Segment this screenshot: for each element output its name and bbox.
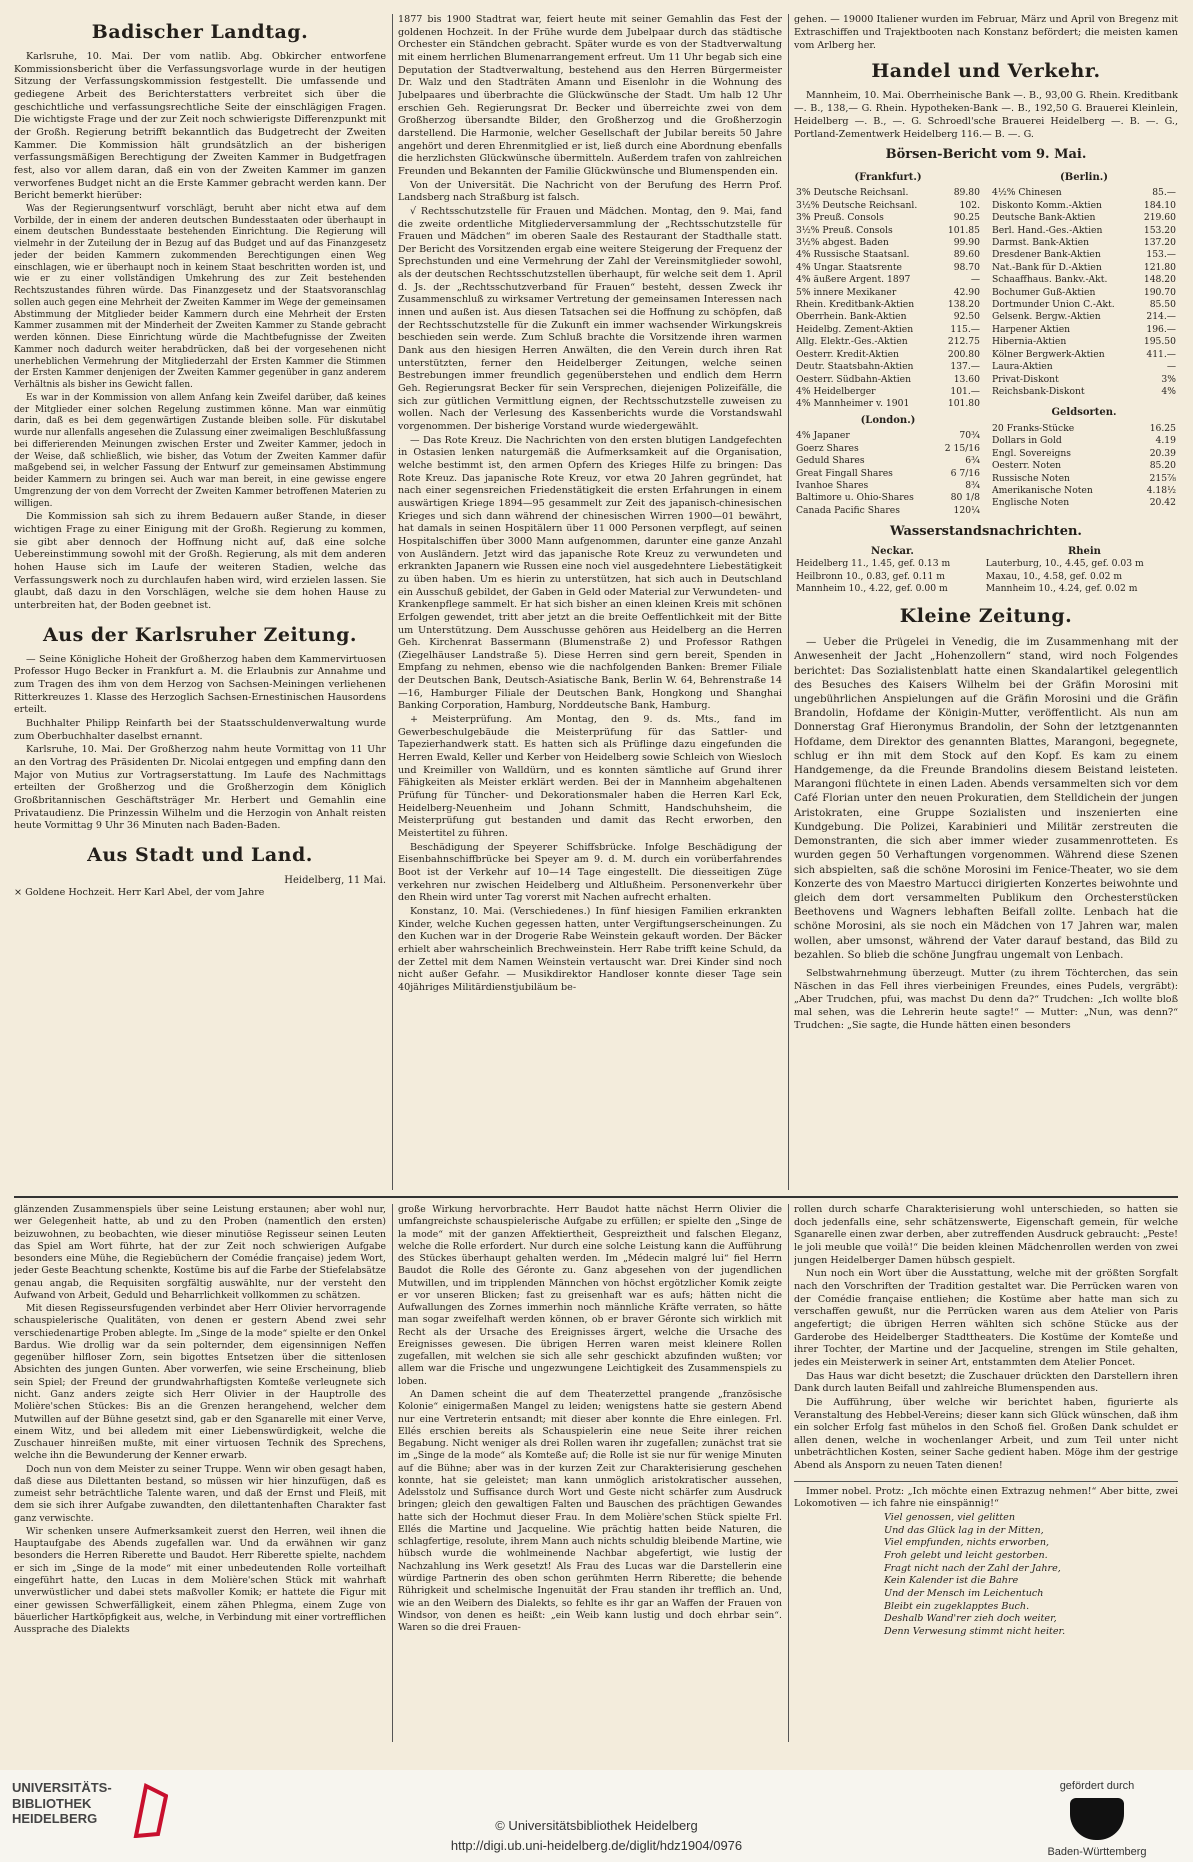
table-cell-value: 99.90 [953,236,980,248]
paragraph: Selbstwahrnehmung überzeugt. Mutter (zu ihrem Töchterchen, das sein Näschen in das Fell ihres vierbeinigen Freundes, eines Pudels, vergräbt): „Aber Trudchen, pfui, was machst Du denn da?“ Trudchen: „Ich wollte bloß mal sehen, was die Lehrerin heute sagte!“ — Mutter: „Nun, was denn?“ Trudchen: „Sie sagte, die Hunde hätten einen besonders [794,967,1178,1031]
table-row [794,212,982,224]
table-row [794,225,982,237]
table-cell-value: 219.60 [1143,212,1176,224]
table-cell-label: Oesterr. Kredit-Aktien [796,348,899,360]
bw-funding-logo [1017,1780,1177,1858]
table-cell-value: 80 1/8 [950,492,980,504]
table-row [990,497,1178,509]
table-cell-label: Reichsbank-Diskont [992,386,1085,397]
paragraph: An Damen scheint die auf dem Theaterzettel prangende „französische Kolonie“ einigermaßen Mangel zu leiden; wenigstens hatte sie gestern Abend nur eine Vertreterin entsandt; mit dieser aber konnte die Ehre einlegen. Frl. Ellés erschien bereits als Schauspielerin eine neue Seite ihrer reichen Begabung. Nicht weniger als drei Rollen waren ihr zugefallen; zunächst trat sie im „Singe de la mode“ als Komteße auf; die Rolle ist sie nur für wenige Minuten auf die Bühne; aber was in der kurzen Zeit zur Charakterisierung geschehen konnte, hat sie geleistet; man kann unmöglich aristokratischer aussehen, Adelsstolz und Suffisance durch Wort und Geste nicht schärfer zum Ausdruck bringen; gleich den gewaltigen Falten und Bauschen des prächtigen Gewandes hatte sich der Hochmut dieser Frau. In dem Molière'schen Stück spielte Frl. Ellés die Martine und Jacqueline. Wie prächtig hatten beide Naturen, die schlagfertige, resolute, ihrem Mann auch nichts schuldig bleibende Martine, wie hübsch wurde die wohlmeinende Nachbar abgefertigt, wie lustig der Nachzahlung ins Werk gesetzt! Als Frau des Lucas war die Darstellerin eine würdige Partnerin des oben schon gerühmten Herrn Riberette; die behende Rührigkeit und schelmische Ingenuität der Frau standen ihr trefflich an. Und, wie an den Weibern des Dialekts, so fehlte es ihr gar an Waffen der Frauen von Windsor, von denen es heißt: „ein Weib kann lustig und doch ehrbar sein“. Waren so die drei Frauen- [398,1388,782,1634]
table-cell-value: 89.60 [953,249,980,261]
table-cell-value: 89.80 [953,187,980,199]
table-cell-label: Darmst. Bank-Aktien [992,236,1090,248]
table-cell-value: 4.18½ [1146,485,1176,497]
poem-line: Viel empfunden, nichts erworben, [884,1537,1050,1549]
paragraph: — Das Rote Kreuz. Die Nachrichten von den ersten blutigen Landgefechten in Ostasien lenken naturgemäß die Aufmerksamkeit auf die Organisation, welche bestimmt ist, den armen Opfern des Krieges Hilfe zu bringen: Das Rote Kreuz. Das japanische Rote Kreuz, vor etwa 20 Jahren gegründet, hat nach einer segensreichen Friedenstätigkeit die ersten Erfahrungen in einem auswärtigen Kriege 1894—95 gesammelt zur Zeit des japanisch-chinesischen Krieges und sich dann während der chinesischen Wirren 1900—01 bewährt, hat damals in seinen Hospitälern über 11 000 Personen verpflegt, auf seinen Hospitalschiffen über 3000 Mann aufgenommen, darunter eine ganze Anzahl von Ausländern. Jetzt wird das japanische Rote Kreuz zu verwundeten und erkrankten Japanern wie Russen eine noch viel ausgedehntere Liebestätigkeit zu üben haben. Um es hierin zu unterstützen, hat sich auch in Deutschland ein Ausschuß gebildet, der Gaben in Geld oder Material zur Verwundeten- und Krankenpflege sammelt. Er hat sich bisher an einen kleinen Kreis mit schönen Erfolgen gewendet, tritt aber jetzt an die breite Oeffentlichkeit mit der Bitte um Unterstützung. Dem Ausschusse gehören aus Heidelberg an die Herren Geh. Kirchenrat Bassermann (Blumenstraße 2) und Professor Rathgen (Ziegelhäuser Landstraße 5). Diese Herren sind gern bereit, Spenden in Empfang zu nehmen, ebenso wie die nachfolgenden Banken: Bremer Filiale der Deutschen Bank, Deutsch-Asiatische Bank, Berlin W. 64, Behrenstraße 14—16, Hamburger Filiale der Deutschen Bank, Hongkong und Shanghai Banking Corporation, Hamburg, Norddeutsche Bank, Hamburg. [398,434,782,712]
table-row [990,473,1178,485]
table-row [990,225,1178,237]
logo-line: UNIVERSITÄTS- [12,1780,112,1795]
table-cell-value: 101.80 [947,398,980,410]
headline-handel: Handel und Verkehr. [871,59,1101,82]
label-frankfurt: (Frankfurt.) [854,171,922,183]
table-row [990,349,1178,361]
table-cell-value: 6 7/16 [950,467,980,479]
table-row [990,311,1178,323]
headline-wasser: Wasserstandsnachrichten. [890,524,1082,540]
headline-kleine-zeitung: Kleine Zeitung. [899,604,1073,627]
table-cell-label: Russische Noten [992,472,1070,484]
table-row [794,349,982,361]
paragraph: Nun noch ein Wort über die Ausstattung, welche mit der größten Sorgfalt nach den Vorschriften der Tradition gestaltet war. Die Perrücken waren von der Comédie française entliehen; die Kostüme aber hatte man sich zu verschaffen gewußt, nur die Perrücken waren aus dem Atelier von Paris angefertigt; die übrigen Herren wählten sich schöne Stücke aus der Garderobe des Heidelberger Stadttheaters. Die Kostüme der Komteße und ihrer Tochter, der Martine und der Jacqueline, strengen im Stile gehalten, jedes ein Meisterwerk in seiner Art, entstammten dem Atelier Poncet. [794,1268,1178,1368]
headline-landtag: Badischer Landtag. [91,21,309,43]
table-cell-label: 4% Russische Staatsanl. [796,249,910,261]
table-cell-value: 3% [1161,373,1176,385]
table-cell-label: 3½% abgest. Baden [796,236,889,248]
table-row [794,336,982,348]
paragraph: + Meisterprüfung. Am Montag, den 9. ds. Mts., fand im Gewerbeschulgebäude die Meisterprüfung für das Sattler- und Tapezierhandwerk statt. Es hatten sich als Prüflinge dazu eingefunden die Herren Ewald, Keller und Kerber von Heidelberg sowie Schleich von Wiesloch und Kreimiller von Walldürn, und es konnten sämtliche auf Grund ihrer Fähigkeiten als Meister erklärt werden. Bei der in Mannheim abgehaltenen Prüfung für Tüncher- und Dekorationsmaler haben die Herren Karl Eck, Heidelberg-Neuenheim und Johann Schmitt, Handschuhsheim, die Meisterprüfung gut bestanden und damit das Recht erworben, den Meistertitel zu führen. [398,714,782,839]
state-name: Baden-Württemberg [1047,1846,1147,1858]
table-row [990,200,1178,212]
table-cell-label: Kölner Bergwerk-Aktien [992,348,1105,360]
table-cell-label: Schaaffhaus. Bankv.-Akt. [992,274,1108,286]
table-row [794,386,982,398]
paragraph: Doch nun von dem Meister zu seiner Truppe. Wenn wir oben gesagt haben, daß diese aus Dilettanten bestand, so müssen wir hier hinzufügen, daß es zumeist sehr beträchtliche Talente waren, und daß der Ernst und Fleiß, mit dem sie sich ihrer Aufgabe zuwandten, den dilettantenhaften Charakter fast ganz verwischte. [14,1463,386,1524]
table-cell-label: Gelsenk. Bergw.-Aktien [992,311,1101,323]
frankfurt-table [794,187,982,411]
table-cell-value: Maxau, 10., 4.58, gef. 0.02 m [985,570,1123,582]
poem-line: Froh gelebt und leicht gestorben. [884,1550,1048,1562]
table-cell-value: 153.— [1146,249,1176,261]
table-row [794,237,982,249]
table-row [990,435,1178,447]
table-cell-label: 3½% Preuß. Consols [796,224,893,236]
table-row [990,324,1178,336]
poem [794,1512,1178,1639]
table-cell-label: Heidelberg 11., 1.45, gef. 0.13 m [796,558,951,570]
table-cell-value: 102. [959,199,980,211]
table-cell-label: Diskonto Komm.-Aktien [992,199,1102,211]
table-cell-label: 4% Japaner [796,430,850,442]
berlin-table [990,187,1178,398]
table-cell-label: 3% Preuß. Consols [796,212,884,224]
paragraph: Es war in der Kommission von allem Anfang kein Zweifel darüber, daß keines der Mitglieder einer solchen Regelung zustimmen könne. Man war einmütig darin, daß es bei dem gegenwärtigen Zustande bleiben solle. Für diskutabel wurde nur allenfalls angesehen die Zulassung einer zweimaligen Beschlußfassung bei differierenden Meinungen zwischen Erster und Zweiter Kammer, jedoch in der Weise, daß schließlich, wie bisher, das Votum der Zweiten Kammer dafür maßgebend sei, in welcher Fassung der Entwurf zur gemeinsamen Abstimmung beider Kammern zu bringen sei. Auch war man bereit, in eine gewisse engere Umgrenzung der von dem Vorrecht der Zweiten Kammer betroffenen Materien zu willigen. [14,392,386,509]
table-cell-value: 8¾ [965,480,980,492]
table-cell-label: Mannheim 10., 4.22, gef. 0.00 m [796,583,948,595]
table-cell-label: Allg. Elektr.-Ges.-Aktien [796,336,908,348]
table-row [990,249,1178,261]
table-row [990,374,1178,386]
table-cell-label: Heidelbg. Zement-Aktien [796,323,914,335]
table-row [794,374,982,386]
table-cell-value: 184.10 [1143,199,1176,211]
paragraph: Wir schenken unsere Aufmerksamkeit zuerst den Herren, weil ihnen die Hauptaufgabe des Abends zugefallen war. Und da erwähnen wir ganz besonders die Herren Riberette und Baudot. Herr Riberette spielte, nachdem er sich im „Singe de la mode“ mit einer unbedeutenden Rolle vorteilhaft eingeführt hatte, den Lucas in dem Molière'schen Stück mit wahrhaft unverwüstlicher und dabei stets maßvoller Komik; er hattete die Figur mit einer gewissen Schwerfälligkeit, einem zähen Phlegma, einem Zuge von bäuerlicher Hartköpfigkeit aus, welche, in Verbindung mit einer vortrefflichen Aussprache des Dialekts [14,1525,386,1636]
table-cell-value: 190.70 [1143,286,1176,298]
table-cell-label: Dresdener Bank-Aktien [992,249,1101,261]
poem-line: Bleibt ein zugeklapptes Buch. [884,1600,1030,1612]
table-row [990,448,1178,460]
poem-line: Viel genossen, viel gelitten [884,1512,1016,1524]
table-row [794,583,1178,595]
table-cell-value: 85.20 [1149,460,1176,472]
table-row [990,386,1178,398]
paragraph: große Wirkung hervorbrachte. Herr Baudot hatte nächst Herrn Olivier die umfangreichste schauspielerische Aufgabe zu erfüllen; er spielte den „Singe de la mode“ mit der ganzen Affektiertheit, Gespreiztheit und falschen Eleganz, welche die Rolle erfordert. Nur durch eine solche Leistung kann die Aufführung des Stückes überhaupt gehalten werden. Im „Médecin malgré lui“ fiel Herrn Baudot die Rolle des Géronte zu. Ganz abgesehen von der jugendlichen Mutwillen, und im tripplenden Männchen von höchst ergötzlicher Komik zeigte er vor unseren Blicken; fast zu greisenhaft war es aufs; hätten nicht die Aufwallungen des Zornes immerhin noch männliche Kräfte verraten, so hätte man sogar zweifelhaft werden können, ob er braver Géronte sich wirklich mit Recht als der Ursache des Ereignisses ärgert, welche die Ursache des Ereignisses gewesen. Die übrigen Herren waren meist kleinere Rollen zugefallen, mit welchen sie sich alle sehr geschickt abzufinden wußten; vor allem war die Frische und ungezwungene Leichtigkeit des Zusammenspiels zu loben. [398,1204,782,1387]
table-cell-label: 4½% Chinesen [992,187,1062,199]
column-handel [794,14,1178,1190]
column-local-news [398,14,782,1190]
paragraph: 1877 bis 1900 Stadtrat war, feiert heute mit seiner Gemahlin das Fest der goldenen Hochzeit. In der Frühe wurde dem Jubelpaar durch das städtische Orchester ein Ständchen gebracht. Später wurde es von der Stadtverwaltung mit einem herrlichen Blumenarrangement erfreut. Um 11 Uhr begab sich eine Deputation der Stadtverwaltung, bestehend aus den Herren Bürgermeister Dr. Walz und den Stadträten Amann und Eisenlohr in die Wohnung des Jubelpaares und überbrachte die Glückwünsche der Stadt. Um halb 12 Uhr erschien Geh. Regierungsrat Dr. Becker und überreichte zwei von dem Großherzog übersandte Bilder, den Großherzog und die Großherzogin darstellend. Die Harmonie, welcher Gesellschaft der Jubilar bereits 50 Jahre angehört und deren Ehrenmitglied er ist, ließ durch eine Abordnung ebenfalls die herzlichsten Glückwünsche übermitteln. Außerdem trafen von zahlreichen Freunden und Bekannten der Familie Glückwünsche und Blumenspenden ein. [398,14,782,177]
table-cell-value: 215⅞ [1149,472,1176,484]
table-row [794,480,982,492]
table-cell-label: Bochumer Guß-Aktien [992,286,1096,298]
table-cell-label: 4% äußere Argent. 1897 [796,274,911,286]
table-row [794,287,982,299]
label-london: (London.) [860,414,916,426]
table-row [794,274,982,286]
table-cell-label: Berl. Hand.-Ges.-Aktien [992,224,1103,236]
paragraph: rollen durch scharfe Charakterisierung wohl unterschieden, so hatten sie doch jedenfalls eine, sehr schätzenswerte, Eigenschaft gemein, für welche Sganarelle einen zwar derben, aber zutreffenden Ausdruck gebraucht: „Peste! le joli meuble que voilà!“ Die beiden kleinen Mädchenrollen werden von zwei jungen Heidelberger Damen hübsch gespielt. [794,1204,1178,1266]
feuilleton-rule [14,1196,1178,1198]
paragraph: × Goldene Hochzeit. Herr Karl Abel, der vom Jahre [14,887,265,899]
poem-line: Und der Mensch im Leichentuch [884,1588,1044,1600]
table-cell-label: Privat-Diskont [992,373,1059,385]
table-cell-value: 195.50 [1143,336,1176,348]
poem-line: Und das Glück lag in der Mitten, [884,1524,1044,1536]
table-row [794,558,1178,570]
permalink[interactable]: http://digi.ub.uni-heidelberg.de/diglit/hdz1904/0976 [450,1838,743,1853]
table-cell-value: 90.25 [953,212,980,224]
paragraph: Konstanz, 10. Mai. (Verschiedenes.) In fünf hiesigen Familien erkrankten Kinder, welche Kuchen gegessen hatten, unter Vergiftungserscheinungen. Zu den Kuchen war in der Drogerie Rabe Weinstein gekauft worden. Der Bäcker erhielt aber wahrscheinlich Brechweinstein. Herr Rabe trifft keine Schuld, da der Zettel mit dem Namen Weinstein vertauscht war. Drei Kinder sind noch nicht außer Gefahr. — Musikdirektor Handloser konnte dieser Tage sein 40jähriges Militärdienstjubiläum be- [398,905,782,993]
table-row [990,212,1178,224]
table-row [990,423,1178,435]
copyright-line: © Universitätsbibliothek Heidelberg [495,1818,698,1833]
paragraph: glänzenden Zusammenspiels über seine Leistung erstaunen; aber wohl nur, wer Gelegenheit hatte, ab und zu den Proben (namentlich den ersten) beizuwohnen, zu beobachten, wie dieser minutiöse Regisseur seinen Leuten das Spiel am Wort führte, hat der zur Zeit noch schwierigen Aufgabe besonders eine Mühe, die Regiebüchern der Comédie française) jedem Wort, jeder Geste Beachtung schenkte, Kostüme bis auf die Farbe der Stiefelabsätze genau angab, die Requisiten sorgfältig auswählte, nur der versteht den Aufwand von Arbeit, Geduld und Beharrlichkeit vollkommen zu schätzen. [14,1204,386,1301]
table-cell-label: 20 Franks-Stücke [992,422,1075,434]
table-cell-label: Hibernia-Aktien [992,336,1067,348]
table-row [794,505,982,517]
table-cell-value: 148.20 [1143,274,1176,286]
paragraph: Mannheim, 10. Mai. Oberrheinische Bank —. B., 93,00 G. Rhein. Kreditbank —. B., 138,— G. Rhein. Hypotheken-Bank —. B., 192,50 G. Brauerei Kleinlein, Heidelberg —. B., —. G. Schroedl'sche Brauerei Heidelberg —. B. —. G., Portland-Zementwerk Heidelberg 116.— B. —. G. [794,90,1178,141]
table-cell-value: 42.90 [953,286,980,298]
table-cell-label: Rhein. Kreditbank-Aktien [796,299,915,311]
headline-boerse: Börsen-Bericht vom 9. Mai. [885,147,1087,163]
paragraph: Buchhalter Philipp Reinfarth bei der Staatsschuldenverwaltung wurde zum Oberbuchhalter daselbst ernannt. [14,718,386,742]
table-row [794,324,982,336]
feuilleton-col-1 [14,1204,386,1742]
table-row [990,274,1178,286]
table-cell-label: Dortmunder Union C.-Akt. [992,299,1115,311]
table-cell-label: 5% innere Mexikaner [796,286,897,298]
paragraph: Was der Regierungsentwurf vorschlägt, beruht aber nicht etwa auf dem Vorbilde, der in einem der anderen deutschen Bundesstaaten oder überhaupt in einem deutschen Bundesstaate bestehenden Einrichtung. Die Regierung will vielmehr in der Zuteilung der in Bezug auf das Budget und auf das Finanzgesetz jeder der beiden Kammern zukommenden Berechtigungen einen Weg einschlagen, wie er überhaupt noch in keinem Staat beschritten worden ist, und wie er zu einer vollständigen Umkehrung des zur Zeit bestehenden Rechtszustandes führen würde. Das Finanzgesetz und der Staatsvoranschlag sollen auch gegen eine Mehrheit der Zweiten Kammer im Wege der gemeinsamen Abstimmung der Mitglieder beider Kammern durch eine Mehrheit der Ersten Kammer zusammen mit der Minderheit der Zweiten Kammer zu Stande gebracht werden können. Diese Einrichtung würde die Machtbefugnisse der Zweiten Kammer noch dadurch weiter herabdrücken, daß bei der vorgesehenen nicht unerheblichen Vermehrung der Mitgliederzahl der Ersten Kammer die Stimmen der Ersten Kammer denjenigen der Zweiten Kammer gegenüber in ganz anderem Verhältnis als bisher ins Gewicht fallen. [14,203,386,391]
table-cell-label: Deutr. Staatsbahn-Aktien [796,361,914,373]
table-cell-value: 120¼ [953,504,980,516]
geldsorten-table [990,423,1178,510]
table-cell-label: Amerikanische Noten [992,485,1093,497]
paragraph: Die Aufführung, über welche wir berichtet haben, figurierte als Veranstaltung des Hebbel-Vereins; dieser kann sich Glück wünschen, daß ihm ein solcher Erfolg fast mühelos in den Schoß fiel. Großen Dank schuldet er allen denen, welche in wochenlanger Arbeit, und zum Teil unter nicht unbeträchtlichen Kosten, seiner Sache gedient haben. Möge ihm der gestrige Abend als Ansporn zu neuen Taten dienen! [794,1396,1178,1472]
table-row [794,430,982,442]
poem-line: Deshalb Wand'rer zieh doch weiter, [884,1613,1057,1625]
london-table [794,430,982,517]
table-cell-label: Baltimore u. Ohio-Shares [796,492,914,504]
table-cell-value: 16.25 [1149,422,1176,434]
table-cell-label: Engl. Sovereigns [992,447,1072,459]
table-row [794,311,982,323]
table-cell-value: 214.— [1146,311,1176,323]
table-cell-label: Laura-Aktien [992,361,1053,373]
table-cell-label: 3% Deutsche Reichsanl. [796,187,909,199]
feuilleton-col-2 [398,1204,782,1742]
table-row [794,455,982,467]
table-cell-label: Ivanhoe Shares [796,480,869,492]
table-row [794,398,982,410]
table-cell-value: 20.39 [1149,447,1176,459]
table-row [990,485,1178,497]
table-cell-value: 4% [1161,386,1176,397]
table-row [794,200,982,212]
label-geldsorten: Geldsorten. [1051,407,1117,419]
table-cell-value: 6¾ [965,455,980,467]
table-cell-label: Nat.-Bank für D.-Aktien [992,261,1102,273]
column-rule [788,14,789,1190]
paragraph: Das Haus war dicht besetzt; die Zuschauer drückten den Darstellern ihren Dank durch lauten Beifall und zahlreiche Blumenspenden aus. [794,1370,1178,1395]
table-cell-label: Heilbronn 10., 0.83, gef. 0.11 m [796,570,945,582]
paragraph: Immer nobel. Protz: „Ich möchte einen Extrazug nehmen!“ Aber bitte, zwei Lokomotiven — ich fahre nie einspännig!“ [794,1485,1178,1510]
headline-karlsruher-zeitung: Aus der Karlsruher Zeitung. [43,623,357,646]
poem-line: Denn Verwesung stimmt nicht heiter. [884,1626,1066,1637]
table-row [794,468,982,480]
table-cell-label: 4% Ungar. Staatsrente [796,261,902,273]
table-cell-value: 137.20 [1143,236,1176,248]
table-cell-value: 101.85 [947,224,980,236]
table-row [990,237,1178,249]
logo-line: BIBLIOTHEK [12,1795,92,1811]
table-cell-label: Oesterr. Südbahn-Aktien [796,373,912,385]
table-cell-label: 3½% Deutsche Reichsanl. [796,199,918,211]
table-cell-label: Harpener Aktien [992,323,1071,335]
table-cell-label: Great Fingall Shares [796,467,893,479]
table-row [990,187,1178,199]
table-cell-label: Englische Noten [992,497,1070,509]
table-row [990,336,1178,348]
table-row [990,299,1178,311]
feuilleton-col-3 [794,1204,1178,1742]
table-row [794,249,982,261]
label-neckar: Neckar. [871,545,914,557]
table-cell-value: 411.— [1146,348,1176,360]
table-cell-value: Mannheim 10., 4.24, gef. 0.02 m [985,583,1138,595]
table-row [794,262,982,274]
table-row [794,361,982,373]
table-cell-value: 4.19 [1155,435,1176,447]
paragraph: gehen. — 19000 Italiener wurden im Februar, März und April von Bregenz mit Extraschiffen und Trajektbooten nach Konstanz befördert; die meisten kamen vom Arlberg her. [794,14,1178,51]
table-cell-label: Dollars in Gold [992,435,1062,447]
table-row [990,287,1178,299]
table-cell-value: 212.75 [947,336,980,348]
table-cell-value: 92.50 [953,311,980,323]
table-cell-value: 121.80 [1143,261,1176,273]
table-cell-label: Goerz Shares [796,442,859,454]
paragraph: Die Kommission sah sich zu ihrem Bedauern außer Stande, in dieser wichtigen Frage zu einer Einigung mit der Großh. Regierung zu kommen, sie gibt aber dennoch der Hoffnung nicht auf, daß eine solche Uebereinstimmung sowohl mit der Großh. Regierung, als mit dem anderen hohen Hause sich im Laufe der weiteren Stadien, welche das Verfassungswerk noch zu durchlaufen haben wird, wird erzielen lassen. Sie glaubt, daß dazu in den Vorschlägen, welche sie dem hohen Hause zu unterbreiten hat, der Boden geebnet ist. [14,511,386,612]
paragraph: — Ueber die Prügelei in Venedig, die im Zusammenhang mit der Anwesenheit der Jacht „Hohenzollern“ stand, wird noch Folgendes berichtet: Das Sozialistenblatt hatte einen Skandalartikel gelegentlich des Besuches des Kaisers Wilhelm bei der Gräfin Morosini mit ungebührlichen Anspielungen auf die Gräfin Morosini und die Gräfin Brandolin, Hofdame der Königin-Mutter, veröffentlicht. Als nun am Donnerstag Graf Hieronymus Brandolin, der Sohn der letztgenannten Hofdame, dem Direktor des genannten Blattes, Marangoni, begegnete, schlug er ihn mit dem Stock auf den Kopf. Es kam zu einem Handgemenge, da die Freunde Brandolins diesem Beistand leisteten. Marangoni flüchtete in einen Laden. Abends versammelten sich vor dem Café Florian unter den neuen Prokuratien, dem Stelldichein der jungen Aristokraten, eine Gruppe Sozialisten und inszenierten eine Kundgebung. Die Polizei, Karabinieri und Militär zerstreuten die Demonstranten, die sich aber immer wieder zusammenrotteten. Es wurden gegen 50 Verhaftungen vorgenommen. Während diese Szenen sich abspielten, saß die schöne Morosini im Fenice-Theater, wo sie dem Konzerte des von Maestro Martucci dirigierten Konzertes beiwohnte und gleich dem dort versammelten Publikum den Orchesterstücken Beethovens und Wagners lebhaften Beifall zollte. Lenbach hat die schöne Morosini, als sie noch ein Mädchen von 17 Jahren war, malen wollen, aber umsonst, während der Vater darauf bestand, das Bild zu bezahlen. So blieb die schöne Jungfrau ungemalt von Lenbach. [794,636,1178,961]
table-row [794,571,1178,583]
table-cell-value: 196.— [1146,323,1176,335]
paragraph: Mit diesen Regisseursfugenden verbindet aber Herr Olivier hervorragende schauspielerische Qualitäten, von denen er gestern Abend zwei sehr verschiedenartige Proben ablegte. Im „Singe de la mode“ spielte er den Onkel Bardus. Wie drollig war da sein polternder, dem eigensinnigen Neffen gegenüber hilfloser Zorn, sein bigottes Entsetzen über die sittenlosen Absichten des jungen Gunten. Aber vorwerfen, wie seine Erscheinung, blieb sein Spiel; der Freund der grundwahrhaftigsten Komteße verleugnete sich nicht. Ganz anders zeigte sich Herr Olivier in der Hauptrolle des Molière'schen Stückes: Bis an die Grenzen herangehend, welcher dem Mutwillen auf der Bühne gesetzt sind, gab er den Sganarelle mit einer Verve, einem Witz, und bei alledem mit einer Liebenswürdigkeit, welche die Zuschauer hinreißen mußte, mit einer virtuosen Technik des Sprechens, welche ihn die Bewunderung der Kenner erwarb. [14,1303,386,1462]
poem-line: Fragt nicht nach der Zahl der Jahre, [884,1562,1061,1574]
dateline: Heidelberg, 11 Mai. [284,875,386,887]
paragraph: Karlsruhe, 10. Mai. Der Großherzog nahm heute Vormittag von 11 Uhr an den Vortrag des Präsidenten Dr. Nicolai entgegen und empfing dann den Major von Mutius zur Vortragserstattung. Im Laufe des Nachmittags erteilten der Großherzog und die Großherzogin dem Königlich Großbritannischen Geschäftsträger Mr. Herbert und Gemahlin eine Privataudienz. Die Prinzessin Wilhelm und die Herzogin von Anhalt reisten heute Vormittag 9 Uhr 36 Minuten nach Baden-Baden. [14,744,386,832]
table-cell-label: 4% Heidelberger [796,386,876,397]
paragraph: — Seine Königliche Hoheit der Großherzog haben dem Kammervirtuosen Professor Hugo Becker in Frankfurt a. M. die Erlaubnis zur Annahme und zum Tragen des ihm von dem Herzog von Sachsen-Meiningen verliehenen Ritterkreuzes 1. Klasse des Herzoglich Sachsen-Ernestinischen Hausordens erteilt. [14,653,386,716]
table-row [794,492,982,504]
table-cell-label: 4% Mannheimer v. 1901 [796,398,910,410]
paragraph: Von der Universität. Die Nachricht von der Berufung des Herrn Prof. Landsberg nach Straßburg ist falsch. [398,179,782,204]
table-row [794,187,982,199]
table-cell-value: 200.80 [947,348,980,360]
table-cell-label: Canada Pacific Shares [796,504,900,516]
table-cell-value: 85.— [1152,187,1176,199]
table-cell-label: Deutsche Bank-Aktien [992,212,1096,224]
table-cell-label: Geduld Shares [796,455,865,467]
column-rule [788,1204,789,1742]
table-cell-value: — [1166,361,1176,373]
table-cell-value: 13.60 [953,373,980,385]
table-cell-value: — [970,274,980,286]
table-cell-label: Oberrhein. Bank-Aktien [796,311,907,323]
table-cell-value: 115.— [950,323,980,335]
table-row [990,262,1178,274]
poem-line: Kein Kalender ist die Bahre [884,1575,1019,1587]
wasser-table [794,558,1178,595]
table-cell-value: Lauterburg, 10., 4.45, gef. 0.03 m [985,558,1144,570]
headline-stadt-und-land: Aus Stadt und Land. [87,843,313,866]
logo-line: HEIDELBERG [12,1811,98,1827]
table-cell-label: Oesterr. Noten [992,460,1062,472]
table-cell-value: 98.70 [953,261,980,273]
label-berlin: (Berlin.) [1060,171,1108,183]
label-rhein: Rhein [1067,545,1101,557]
column-landtag [14,14,386,1190]
table-cell-value: 85.50 [1149,299,1176,311]
bw-crest-icon [1070,1798,1124,1840]
table-row [794,443,982,455]
funded-by: gefördert durch [1059,1780,1135,1792]
table-cell-value: 153.20 [1143,224,1176,236]
table-row [990,361,1178,373]
table-row [990,460,1178,472]
table-cell-value: 2 15/16 [944,442,980,454]
paragraph: √ Rechtsschutzstelle für Frauen und Mädchen. Montag, den 9. Mai, fand die zweite ordentliche Mitgliederversammlung der „Rechtsschutzstelle für Frauen und Mädchen“ im oberen Saale des Restaurant der Stadthalle statt. Der Bericht des Vorsitzenden ergab eine weitere Steigerung der Frequenz der Sprechstunden und eine Vermehrung der Zahl der Vereinsmitglieder sowohl, als der deutschen Rechtsschutzstellen überhaupt, für welche seit dem 1. April d. Js. der „Rechtsschutzverband für Frauen“ besteht, dessen Zweck ihr Zusammenschluß zu wirksamer Vertretung der gemeinsamen Interessen nach innen und außen ist. Aus diesen Tatsachen sei die Hoffnung zu schöpfen, daß der Rechtsschutzstelle für die Zukunft ein immer wachsender Wirkungskreis beschieden sein werde. Zum Schluß brachte die Vorsitzende ihren warmen Dank aus den hiesigen Herren Anwälten, die den Verein durch ihren Rat unterstützten, ferner den Heidelberger Zeitungen, welche seinen Bestrebungen immer freundlich gegenüberstehen und endlich dem Herrn Geh. Regierungsrat Becker für sein Versprechen, diejenigen Polizeifälle, die sich zur gütlichen Vermittlung eignen, der Rechtsschutzstelle zuweisen zu wollen. Nach der Verlesung des Kassenberichts wurde die Vorstandswahl vorgenommen. Der bisherige Vorstand wurde wiedergewählt. [398,205,782,432]
table-cell-value: 137.— [950,361,980,373]
paragraph: Beschädigung der Speyerer Schiffsbrücke. Infolge Beschädigung der Eisenbahnschiffbrücke bei Speyer am 9. d. M. durch ein vorüberfahrendes Boot ist der Verkehr auf 10—14 Tage eingestellt. Die diesseitigen Züge verkehren nur zwischen Heidelberg und Altlußheim. Personenverkehr über den Rhein wird unter Tag vorerst mit Nachen aufrecht erhalten. [398,841,782,904]
column-rule [392,1204,393,1742]
table-cell-value: 138.20 [947,299,980,311]
paragraph: Karlsruhe, 10. Mai. Der vom natlib. Abg. Obkircher entworfene Kommissionsbericht über die Verfassungsvorlage wurde in der heutigen Sitzung der Verfassungskommission festgestellt. Die umfassende und gediegene Arbeit des Berichterstatters verbreitet sich über die geschichtliche und verfassungsrechtliche Seite der einschlägigen Fragen. Die wichtigste Frage und der zur Zeit noch schwierigste Differenzpunkt mit der Großh. Regierung betrifft bekanntlich das Budgetrecht der Zweiten Kammer. Die Kommission hält grundsätzlich an der bisherigen verfassungsmäßigen Berechtigung der Zweiten Kammer in Budgetfragen fest, also vor allem daran, daß ein von der Zweiten Kammer im ganzen verworfenes Budget nicht an die Erste Kammer gebracht werden kann. Der Bericht bemerkt hierüber: [14,51,386,202]
table-row [794,299,982,311]
table-cell-value: 70¾ [959,430,980,442]
table-cell-value: 101.— [950,386,980,397]
table-cell-value: 20.42 [1149,497,1176,509]
column-rule [392,14,393,1190]
